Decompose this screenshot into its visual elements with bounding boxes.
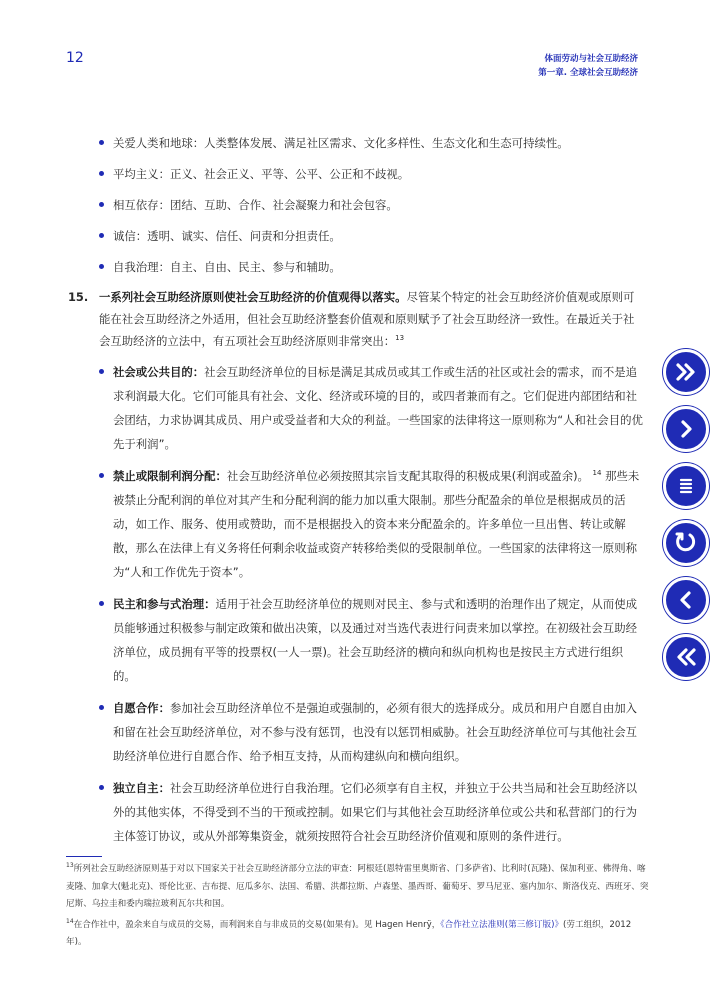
next-icon bbox=[674, 417, 698, 441]
list-item-text: 平均主义：正义、社会正义、平等、公平、公正和不歧视。 bbox=[113, 167, 410, 181]
document-title: 体面劳动与社会互助经济 bbox=[544, 54, 638, 64]
principle-text-continued: 那些未被禁止分配利润的单位对其产生和分配利润的能力加以重大限制。那些分配盈余的单位是根据成员的活动，如工作、服务、使用或赞助，而不是根据投入的资本来分配盈余的。许多单位一旦出售、转让或解散，那么在法律上有义务将任何剩余收益或资产转移给类似的受限制单位。一些国家的法律将这一原则称为“人和工作优先于资本”。 bbox=[113, 469, 640, 579]
bullet-dot bbox=[99, 233, 104, 238]
navigation-buttons bbox=[663, 349, 707, 691]
next-page-button[interactable] bbox=[663, 406, 709, 452]
list-item bbox=[68, 255, 643, 279]
bullet-dot bbox=[99, 473, 104, 478]
principle-item bbox=[68, 360, 643, 456]
bullet-dot bbox=[99, 140, 104, 145]
paragraph-15 bbox=[68, 286, 643, 352]
principle-title: 民主和参与式治理： bbox=[113, 597, 216, 611]
bullet-dot bbox=[99, 369, 104, 374]
principle-text: 参加社会互助经济单位不是强迫或强制的，必须有很大的选择成分。成员和用户自愿自由加入和留在社会互助经济单位，对不参与没有惩罚，也没有以惩罚相威胁。社会互助经济单位可与其他社会互助经济单位进行自愿合作、给予相互支持，从而构建纵向和横向组织。 bbox=[113, 701, 637, 763]
paragraph-number: 15. bbox=[68, 290, 89, 304]
list-item bbox=[68, 162, 643, 186]
list-item-text: 自我治理：自主、自由、民主、参与和辅助。 bbox=[113, 260, 341, 274]
footnote-divider bbox=[66, 856, 102, 857]
footnote-number: 14 bbox=[66, 917, 74, 925]
footnote-text: 所列社会互助经济原则基于对以下国家关于社会互助经济部分立法的审查：阿根廷(恩特雷里奥斯省、门多萨省)、比利时(瓦隆)、保加利亚、佛得角、喀麦隆、加拿大(魁北克)、哥伦比亚、吉布提、厄瓜多尔、法国、希腊、洪都拉斯、卢森堡、墨西哥、葡萄牙、罗马尼亚、塞内加尔、斯洛伐克、西班牙、突尼斯、乌拉圭和委内瑞拉玻利瓦尔共和国。 bbox=[66, 864, 649, 909]
footnote-text: 在合作社中，盈余来自与成员的交易，而利润来自与非成员的交易(如果有)。见 Hagen Henrÿ， bbox=[73, 919, 441, 930]
contents-button[interactable] bbox=[663, 463, 709, 509]
fast-forward-button[interactable] bbox=[663, 349, 709, 395]
footnote-13 bbox=[66, 861, 650, 914]
list-item-text: 相互依存：团结、互助、合作、社会凝聚力和社会包容。 bbox=[113, 198, 398, 212]
footnote-14 bbox=[66, 917, 650, 952]
list-item-text: 关爱人类和地球：人类整体发展、满足社区需求、文化多样性、生态文化和生态可持续性。 bbox=[113, 136, 569, 150]
principle-item bbox=[68, 592, 643, 688]
bullet-dot bbox=[99, 785, 104, 790]
bullet-dot bbox=[99, 264, 104, 269]
bullet-dot bbox=[99, 601, 104, 606]
principle-title: 独立自主： bbox=[113, 781, 170, 795]
fast-rewind-button[interactable] bbox=[663, 634, 709, 680]
footnote-ref-14[interactable]: 14 bbox=[592, 469, 602, 478]
principle-title: 禁止或限制利润分配： bbox=[113, 469, 227, 483]
paragraph-body: 尽管某个特定的社会互助经济价值观或原则可能在社会互助经济之外适用，但社会互助经济整套价值观和原则赋予了社会互助经济一致性。在最近关于社会互助经济的立法中，有五项社会互助经济原则非常突出： bbox=[99, 290, 635, 348]
fast-forward-icon bbox=[674, 360, 698, 384]
list-item bbox=[68, 224, 643, 248]
return-icon bbox=[673, 530, 699, 556]
principle-item bbox=[68, 696, 643, 768]
bullet-dot bbox=[99, 705, 104, 710]
return-button[interactable] bbox=[663, 520, 709, 566]
chapter-title: 第一章. 全球社会互助经济 bbox=[538, 68, 638, 78]
running-head bbox=[538, 52, 638, 80]
bullet-dot bbox=[99, 171, 104, 176]
principle-text: 社会互助经济单位的目标是满足其成员或其工作或生活的社区或社会的需求，而不是追求利润最大化。它们可能具有社会、文化、经济或环境的目的，或四者兼而有之。它们促进内部团结和社会团结，力求协调其成员、用户或受益者和大众的利益。一些国家的法律将这一原则称为“人和社会目的优先于利润”。 bbox=[113, 365, 643, 451]
list-item bbox=[68, 131, 643, 155]
footnote-number: 13 bbox=[66, 862, 74, 870]
fast-rewind-icon bbox=[674, 645, 698, 669]
principle-text: 社会互助经济单位必须按照其宗旨支配其取得的积极成果(利润或盈余)。 bbox=[226, 469, 589, 483]
contents-icon bbox=[674, 474, 698, 498]
principle-item bbox=[68, 464, 643, 584]
footnote-tail: (劳工组织，2012 年)。 bbox=[66, 919, 632, 947]
principle-title: 自愿合作： bbox=[113, 701, 170, 715]
previous-icon bbox=[674, 588, 698, 612]
list-item-text: 诚信：透明、诚实、信任、问责和分担责任。 bbox=[113, 229, 341, 243]
principle-item bbox=[68, 776, 643, 848]
principle-title: 社会或公共目的： bbox=[113, 365, 205, 379]
guidelines-link[interactable]: 《合作社立法准则(第三修订版)》 bbox=[440, 919, 564, 930]
bullet-dot bbox=[99, 202, 104, 207]
footnotes bbox=[66, 856, 650, 955]
principle-text: 适用于社会互助经济单位的规则对民主、参与式和透明的治理作出了规定，从而使成员能够通过积极参与制定政策和做出决策，以及通过对当选代表进行问责来加以掌控。在初级社会互助经济单位，成员拥有平等的投票权(一人一票)。社会互助经济的横向和纵向机构也是按民主方式进行组织的。 bbox=[113, 597, 637, 683]
footnote-ref-13[interactable]: 13 bbox=[395, 334, 405, 343]
principle-text: 社会互助经济单位进行自我治理。它们必须享有自主权，并独立于公共当局和社会互助经济以外的其他实体，不得受到不当的干预或控制。如果它们与其他社会互助经济单位或公共和私营部门的行为主体签订协议，或从外部筹集资金，就须按照符合社会互助经济价值观和原则的条件进行。 bbox=[113, 781, 637, 843]
list-item bbox=[68, 193, 643, 217]
page-number: 12 bbox=[66, 50, 84, 66]
previous-page-button[interactable] bbox=[663, 577, 709, 623]
paragraph-lead: 一系列社会互助经济原则使社会互助经济的价值观得以落实。 bbox=[99, 290, 407, 304]
main-content bbox=[68, 131, 643, 856]
